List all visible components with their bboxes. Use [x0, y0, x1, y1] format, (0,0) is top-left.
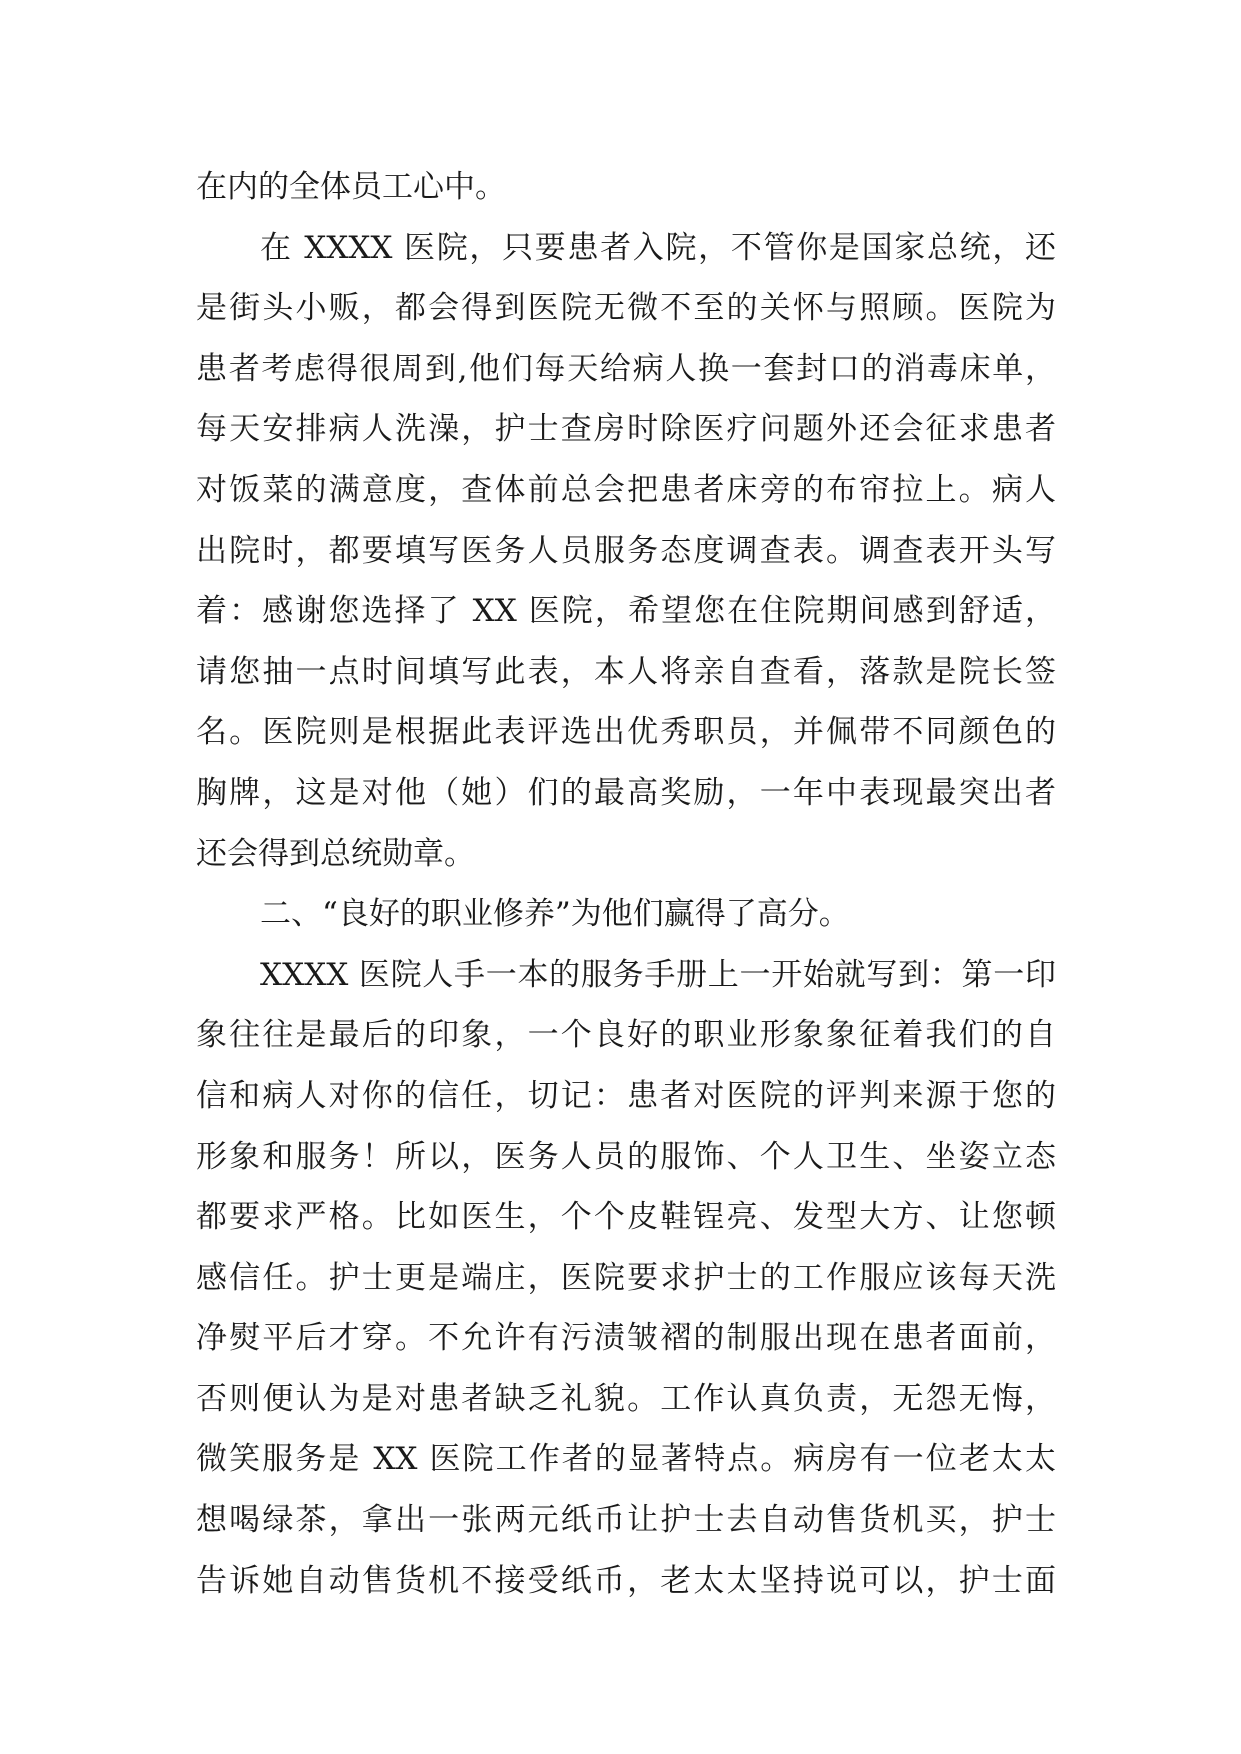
paragraph-line: 告诉她自动售货机不接受纸币，老太太坚持说可以，护士面: [196, 1562, 1056, 1599]
paragraph-line: 出院时，都要填写医务人员服务态度调查表。调查表开头写: [196, 532, 1056, 569]
paragraph-line: 对饭菜的满意度，查体前总会把患者床旁的布帘拉上。病人: [196, 471, 1056, 508]
paragraph-line: 每天安排病人洗澡，护士查房时除医疗问题外还会征求患者: [196, 411, 1056, 448]
paragraph-line: 在内的全体员工心中。: [196, 169, 506, 205]
paragraph-line: 患者考虑得很周到,他们每天给病人换一套封口的消毒床单，: [196, 350, 1056, 387]
paragraph-line: 微笑服务是 XX 医院工作者的显著特点。病房有一位老太太: [196, 1441, 1056, 1478]
paragraph-line: 是街头小贩，都会得到医院无微不至的关怀与照顾。医院为: [196, 290, 1056, 327]
paragraph-line: 象往往是最后的印象，一个良好的职业形象象征着我们的自: [196, 1017, 1056, 1054]
paragraph-line: XXXX 医院人手一本的服务手册上一开始就写到：第一印: [260, 956, 1056, 993]
paragraph-line: 想喝绿茶，拿出一张两元纸币让护士去自动售货机买，护士: [196, 1502, 1056, 1539]
paragraph-line: 请您抽一点时间填写此表，本人将亲自查看，落款是院长签: [196, 653, 1056, 690]
paragraph-line: 名。医院则是根据此表评选出优秀职员，并佩带不同颜色的: [196, 714, 1056, 751]
paragraph-line: 都要求严格。比如医生，个个皮鞋锃亮、发型大方、让您顿: [196, 1199, 1056, 1236]
paragraph-line: 信和病人对你的信任，切记：患者对医院的评判来源于您的: [196, 1077, 1056, 1114]
paragraph-line: 还会得到总统勋章。: [196, 835, 475, 872]
paragraph-line: 着：感谢您选择了 XX 医院，希望您在住院期间感到舒适，: [196, 593, 1056, 630]
paragraph-line: 否则便认为是对患者缺乏礼貌。工作认真负责，无怨无悔，: [196, 1380, 1056, 1417]
section-heading: 二、“良好的职业修养”为他们赢得了高分。: [260, 896, 850, 933]
paragraph-line: 感信任。护士更是端庄，医院要求护士的工作服应该每天洗: [196, 1259, 1056, 1296]
paragraph-line: 胸牌，这是对他（她）们的最高奖励，一年中表现最突出者: [196, 774, 1056, 811]
paragraph-line: 在 XXXX 医院，只要患者入院，不管你是国家总统，还: [260, 229, 1056, 266]
paragraph-line: 形象和服务！所以，医务人员的服饰、个人卫生、坐姿立态: [196, 1138, 1056, 1175]
paragraph-line: 净熨平后才穿。不允许有污渍皱褶的制服出现在患者面前，: [196, 1320, 1056, 1357]
body-text: [196, 157, 1056, 1611]
